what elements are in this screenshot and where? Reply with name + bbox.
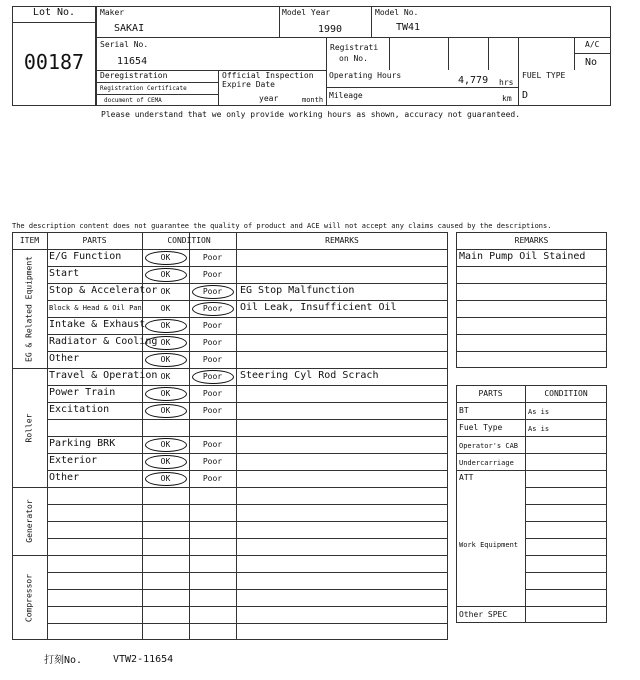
- lot-no-label: Lot No.: [32, 7, 76, 18]
- row-divider: [47, 589, 448, 590]
- part-label: Parking BRK: [49, 438, 116, 449]
- part-label: E/G Function: [49, 251, 122, 262]
- poor-option: Poor: [202, 355, 223, 364]
- ok-selected-circle: [145, 404, 187, 418]
- operating-hours-value: 4,779: [458, 75, 489, 86]
- serial-no-label: Serial No.: [100, 40, 149, 49]
- poor-option: Poor: [202, 440, 223, 449]
- header-parts: PARTS: [82, 236, 107, 245]
- fuel-type-label: FUEL TYPE: [522, 71, 566, 80]
- stamp-no-label: 打刻No.: [44, 655, 83, 666]
- other-spec-label: Other SPEC: [459, 610, 508, 619]
- model-year-value: 1990: [318, 24, 343, 35]
- fuel-type-value: As is: [528, 425, 550, 433]
- divider: [448, 37, 449, 70]
- ok-selected-circle: [145, 455, 187, 469]
- mileage-label: Mileage: [329, 91, 363, 100]
- part-label: Stop & Accelerator: [49, 285, 158, 296]
- divider: [326, 87, 518, 88]
- part-label: Other: [49, 472, 80, 483]
- divider: [96, 82, 218, 83]
- header-item: ITEM: [19, 236, 40, 245]
- ok-option: OK: [160, 389, 171, 398]
- group-label-eg: EG & Related Equipment: [24, 255, 34, 362]
- row-divider: [525, 589, 607, 590]
- model-no-value: TW41: [396, 22, 421, 33]
- bt-value: As is: [528, 408, 550, 416]
- part-label: Intake & Exhaust: [49, 319, 146, 330]
- ok-selected-circle: [145, 251, 187, 265]
- poor-option: Poor: [202, 389, 223, 398]
- poor-option: Poor: [202, 474, 223, 483]
- ok-selected-circle: [145, 268, 187, 282]
- row-divider: [525, 555, 607, 556]
- row-divider: [47, 606, 448, 607]
- row-divider: [456, 283, 607, 284]
- model-year-label: Model Year: [282, 8, 331, 17]
- ok-option: OK: [160, 304, 171, 313]
- att-label: ATT: [459, 473, 474, 482]
- serial-no-value: 11654: [117, 56, 148, 67]
- fuel-type-label: Fuel Type: [459, 423, 503, 432]
- poor-option: Poor: [202, 338, 223, 347]
- row-divider: [47, 385, 448, 386]
- divider: [279, 6, 280, 37]
- remark-line: Main Pump Oil Stained: [459, 251, 586, 262]
- maker-value: SAKAI: [114, 23, 145, 34]
- row-divider: [47, 538, 448, 539]
- part-label: Block & Head & Oil Pan: [49, 304, 142, 312]
- divider: [574, 53, 611, 54]
- divider: [12, 249, 448, 250]
- row-divider: [47, 334, 448, 335]
- official-inspection-label: Official Inspection: [222, 71, 314, 80]
- ok-selected-circle: [145, 319, 187, 333]
- poor-option: Poor: [202, 287, 223, 296]
- ok-option: OK: [160, 338, 171, 347]
- description-notice: The description content does not guarantee the quality of product and ACE will not accept any claims caused by the descriptions.: [12, 222, 552, 230]
- group-label-compressor: Compressor: [24, 573, 34, 622]
- row-divider: [47, 487, 448, 488]
- divider: [326, 37, 327, 106]
- poor-option: Poor: [202, 253, 223, 262]
- row-divider: [47, 402, 448, 403]
- model-no-label: Model No.: [375, 8, 419, 17]
- ok-selected-circle: [145, 387, 187, 401]
- divider: [218, 70, 219, 106]
- lot-no-value: 00187: [23, 50, 85, 74]
- divider: [96, 94, 218, 95]
- km-label: km: [502, 94, 512, 103]
- remarks-box-header: REMARKS: [514, 236, 549, 245]
- poor-option: Poor: [202, 270, 223, 279]
- row-divider: [525, 572, 607, 573]
- divider: [574, 37, 575, 70]
- part-label: Excitation: [49, 404, 110, 415]
- bt-label: BT: [459, 406, 469, 415]
- ac-value: No: [585, 57, 598, 68]
- ok-option: OK: [160, 457, 171, 466]
- row-divider: [456, 419, 607, 420]
- row-divider: [47, 470, 448, 471]
- ok-option: OK: [160, 253, 171, 262]
- poor-selected-circle: [192, 370, 234, 384]
- remark-text: EG Stop Malfunction: [240, 285, 355, 296]
- row-divider: [456, 436, 607, 437]
- row-divider: [456, 606, 607, 607]
- ok-option: OK: [160, 270, 171, 279]
- deregistration-label: Deregistration: [100, 71, 168, 80]
- month-label: month: [302, 96, 324, 104]
- ok-option: OK: [160, 321, 171, 330]
- group-label-generator: Generator: [24, 499, 34, 543]
- remark-text: Steering Cyl Rod Scrach: [240, 370, 379, 381]
- ok-selected-circle: [145, 353, 187, 367]
- stamp-no-value: VTW2-11654: [113, 654, 174, 665]
- row-divider: [525, 504, 607, 505]
- row-divider: [47, 623, 448, 624]
- row-divider: [456, 470, 607, 471]
- row-divider: [525, 521, 607, 522]
- row-divider: [47, 436, 448, 437]
- divider: [96, 37, 611, 38]
- registration-label: Registrati: [330, 43, 379, 52]
- hours-notice: Please understand that we only provide working hours as shown, accuracy not guaranteed.: [101, 110, 521, 119]
- row-divider: [47, 368, 448, 369]
- ok-selected-circle: [145, 438, 187, 452]
- divider: [371, 6, 372, 37]
- row-divider: [47, 572, 448, 573]
- part-label: Travel & Operation: [49, 370, 158, 381]
- ac-label: A/C: [585, 40, 600, 49]
- row-divider: [47, 504, 448, 505]
- expire-date-label: Expire Date: [222, 80, 275, 89]
- ok-option: OK: [160, 372, 171, 381]
- ok-option: OK: [160, 474, 171, 483]
- poor-selected-circle: [192, 285, 234, 299]
- part-label: Power Train: [49, 387, 116, 398]
- poor-option: Poor: [202, 321, 223, 330]
- ok-option: OK: [160, 355, 171, 364]
- row-divider: [456, 300, 607, 301]
- row-divider: [525, 487, 607, 488]
- divider: [389, 37, 390, 70]
- row-divider: [47, 419, 448, 420]
- poor-option: Poor: [202, 457, 223, 466]
- parts-header: PARTS: [478, 389, 503, 398]
- row-divider: [47, 453, 448, 454]
- ok-option: OK: [160, 287, 171, 296]
- divider: [518, 37, 519, 106]
- row-divider: [47, 317, 448, 318]
- row-divider: [47, 555, 448, 556]
- row-divider: [47, 266, 448, 267]
- row-divider: [456, 453, 607, 454]
- row-divider: [47, 351, 448, 352]
- row-divider: [47, 300, 448, 301]
- row-divider: [47, 283, 448, 284]
- fuel-type-value: D: [522, 90, 529, 101]
- row-divider: [456, 402, 607, 403]
- poor-option: Poor: [202, 304, 223, 313]
- row-divider: [456, 266, 607, 267]
- remark-text: Oil Leak, Insufficient Oil: [240, 302, 397, 313]
- row-divider: [456, 351, 607, 352]
- part-label: Start: [49, 268, 80, 279]
- cema-document-label: document of CEMA: [104, 97, 162, 104]
- ok-option: OK: [160, 406, 171, 415]
- divider: [12, 22, 96, 23]
- poor-selected-circle: [192, 302, 234, 316]
- row-divider: [456, 334, 607, 335]
- registration-certificate-label: Registration Certificate: [100, 85, 187, 92]
- maker-label: Maker: [100, 8, 125, 17]
- year-label: year: [259, 94, 279, 103]
- hrs-label: hrs: [499, 78, 514, 87]
- row-divider: [456, 249, 607, 250]
- ok-selected-circle: [145, 336, 187, 350]
- operating-hours-label: Operating Hours: [329, 71, 402, 80]
- part-label: Radiator & Cooling: [49, 336, 158, 347]
- group-label-roller: Roller: [24, 413, 34, 442]
- part-label: Other: [49, 353, 80, 364]
- header-condition: CONDITION: [167, 236, 211, 245]
- row-divider: [456, 317, 607, 318]
- operator-cab-label: Operator's CAB: [459, 442, 519, 450]
- ok-selected-circle: [145, 472, 187, 486]
- divider: [488, 37, 489, 70]
- registration-label-2: on No.: [339, 54, 368, 63]
- work-equipment-label: Work Equipment: [459, 541, 519, 549]
- row-divider: [525, 538, 607, 539]
- poor-option: Poor: [202, 372, 223, 381]
- header-remarks: REMARKS: [325, 236, 359, 245]
- condition-header: CONDITION: [544, 389, 588, 398]
- row-divider: [47, 521, 448, 522]
- undercarriage-label: Undercarriage: [459, 459, 514, 467]
- ok-option: OK: [160, 440, 171, 449]
- poor-option: Poor: [202, 406, 223, 415]
- part-label: Exterior: [49, 455, 98, 466]
